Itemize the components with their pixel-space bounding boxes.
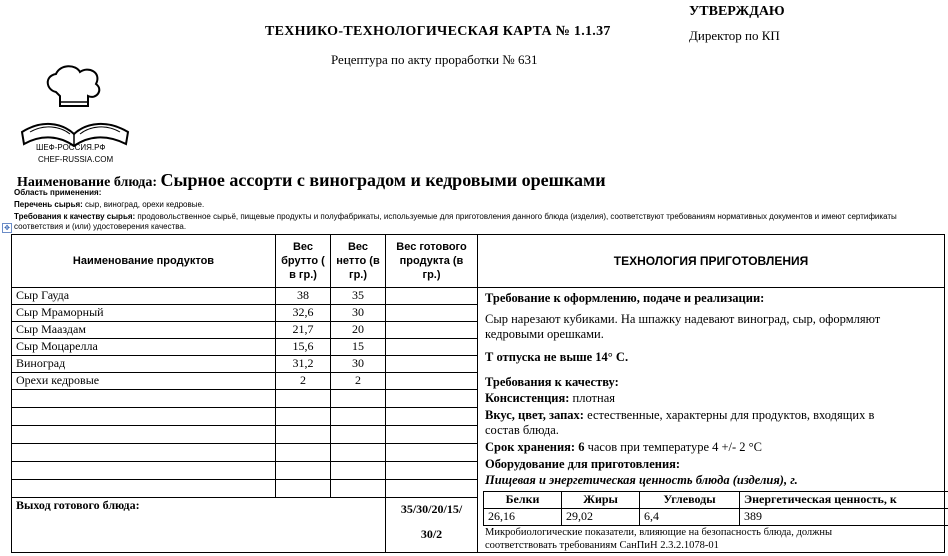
output-value-1: 35/30/20/15/ (400, 502, 463, 516)
brutto-value: 2 (276, 373, 331, 390)
product-name: Сыр Мааздам (12, 322, 276, 339)
raw-materials (14, 200, 204, 210)
product-name: Сыр Мраморный (12, 305, 276, 322)
product-name: Сыр Гауда (12, 288, 276, 305)
consistency-label: Консистенция: (485, 391, 570, 405)
raw-value: сыр, виноград, орехи кедровые. (82, 200, 205, 209)
col-netto-header: Вес нетто (в гр.) (331, 235, 386, 288)
col-brutto-header: Вес брутто ( в гр.) (276, 235, 331, 288)
director-label: Директор по КП (689, 28, 780, 43)
taste-label: Вкус, цвет, запах: (485, 408, 584, 422)
recipe-reference: Рецептура по акту проработки № 631 (331, 52, 538, 67)
output-value (386, 498, 478, 553)
approve-label: УТВЕРЖДАЮ (689, 4, 785, 19)
netto-value: 15 (331, 339, 386, 356)
brutto-value: 21,7 (276, 322, 331, 339)
ingredients-table (11, 234, 945, 553)
dish-name: Сырное ассорти с виноградом и кедровыми орешками (160, 170, 606, 190)
tech-quality-heading: Требования к качеству: (485, 375, 619, 389)
nutr-header-fat: Жиры (562, 492, 640, 509)
nutr-protein-value: 26,16 (484, 509, 562, 526)
ready-value (386, 339, 478, 356)
col-product-header: Наименование продуктов (12, 235, 276, 288)
area-label: Область применения: (14, 188, 102, 197)
netto-value: 2 (331, 373, 386, 390)
consistency-value: плотная (569, 391, 616, 405)
dish-label: Наименование блюда: (17, 175, 161, 190)
taste-value: естественные, характерны для продуктов, входящих в (583, 408, 875, 422)
micro-text-1: Микробиологические показатели, влияющие на безопасность блюда, должны (485, 527, 833, 538)
raw-label: Перечень сырья: (14, 200, 83, 209)
nutr-header-carbs: Углеводы (640, 492, 740, 509)
ready-value (386, 305, 478, 322)
netto-value: 20 (331, 322, 386, 339)
netto-value: 35 (331, 288, 386, 305)
micro-text-2: соответствовать требованиям СанПиН 2.3.2.1078-01 (485, 540, 719, 551)
logo-text-en: CHEF-RUSSIA.COM (38, 155, 114, 164)
application-area (14, 188, 101, 198)
nutr-header-energy: Энергетическая ценность, к (740, 492, 948, 509)
taste-value-cont: состав блюда. (485, 423, 559, 437)
raw-quality-requirements (14, 212, 934, 232)
req-label: Требования к качеству сырья: (14, 212, 136, 221)
tech-serving-temperature: Т отпуска не выше 14° С. (485, 350, 629, 364)
ready-value (386, 373, 478, 390)
nutr-header-protein: Белки (484, 492, 562, 509)
product-name: Орехи кедровые (12, 373, 276, 390)
product-name: Сыр Моцарелла (12, 339, 276, 356)
brutto-value: 15,6 (276, 339, 331, 356)
ready-value (386, 322, 478, 339)
ready-value (386, 288, 478, 305)
card-title: ТЕХНИКО-ТЕХНОЛОГИЧЕСКАЯ КАРТА № 1.1.37 (265, 24, 611, 39)
product-name: Виноград (12, 356, 276, 373)
nutr-energy-value: 389 (740, 509, 948, 526)
nutrition-heading: Пищевая и энергетическая ценность блюда (изделия), г. (485, 473, 798, 487)
technology-cell (478, 288, 945, 553)
table-move-handle-icon[interactable]: ✥ (2, 223, 12, 233)
tech-serving-heading: Требование к оформлению, подаче и реализации: (485, 291, 765, 305)
col-tech-header: ТЕХНОЛОГИЯ ПРИГОТОВЛЕНИЯ (478, 235, 945, 288)
output-value-2: 30/2 (420, 527, 443, 541)
dish-heading (17, 170, 606, 191)
logo-text-ru: ШЕФ-РОССИЯ.РФ (36, 143, 106, 152)
tech-serving-text-2: кедровыми орешками. (485, 327, 604, 341)
nutr-fat-value: 29,02 (562, 509, 640, 526)
table-row (12, 288, 945, 305)
equipment-heading: Оборудование для приготовления: (485, 457, 681, 471)
nutr-carbs-value: 6,4 (640, 509, 740, 526)
tech-serving-text-1: Сыр нарезают кубиками. На шпажку надевают виноград, сыр, оформляют (485, 312, 881, 326)
ready-value (386, 356, 478, 373)
brutto-value: 38 (276, 288, 331, 305)
shelf-life-label: Срок хранения: 6 (485, 440, 585, 454)
output-label: Выход готового блюда: (12, 498, 386, 553)
req-value: продовольственное сырьё, пищевые продукты и полуфабрикаты, используемые для приготовления данного блюда (изделия), соответствуют требованиям нормативных документов и имеют сертификаты соответствия и (или) удостоверения качества. (14, 212, 897, 231)
brutto-value: 31,2 (276, 356, 331, 373)
nutrition-table (483, 491, 948, 526)
shelf-life-value: часов при температуре 4 +/- 2 °С (584, 440, 763, 454)
netto-value: 30 (331, 305, 386, 322)
netto-value: 30 (331, 356, 386, 373)
brutto-value: 32,6 (276, 305, 331, 322)
col-ready-header: Вес готового продукта (в гр.) (386, 235, 478, 288)
